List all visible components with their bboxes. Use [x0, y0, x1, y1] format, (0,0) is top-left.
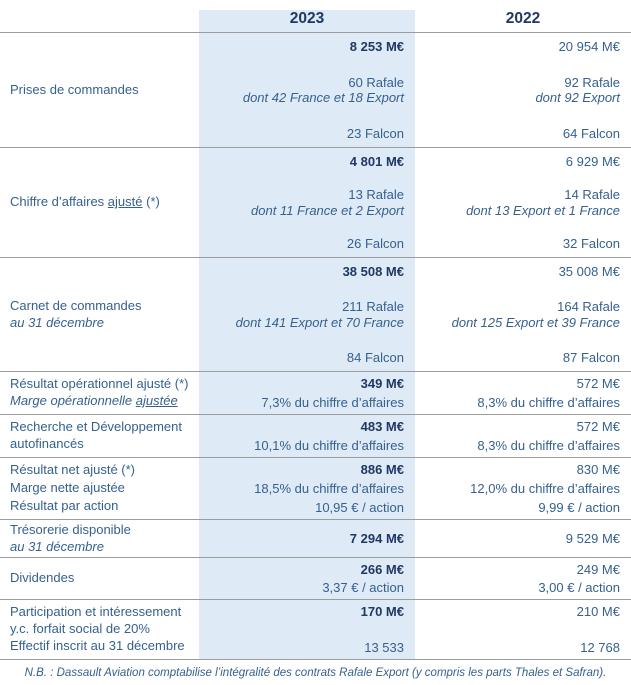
percent-2022: 8,3% du chiffre d’affaires: [477, 394, 620, 410]
cell-2023: [199, 600, 415, 659]
header-year-2022: 2022: [505, 10, 541, 27]
rafale-detail: dont 92 Export: [535, 90, 620, 105]
per-share-2022: 3,00 € / action: [538, 579, 620, 595]
cell-2023: [199, 33, 415, 147]
amount-2022: 249 M€: [576, 562, 620, 577]
row-chiffre-affaires: [0, 148, 631, 258]
row-label: [0, 600, 199, 659]
cell-2022: [415, 258, 631, 371]
row-label: [0, 520, 199, 557]
rafale-block-2023: [205, 299, 404, 330]
falcon-count: 26 Falcon: [346, 235, 404, 251]
header-year-2023: 2023: [289, 10, 325, 27]
row-recherche-developpement: [0, 415, 631, 458]
rafale-count: 14 Rafale: [564, 187, 620, 203]
row-label: [0, 148, 199, 257]
cell-2023: [199, 258, 415, 371]
cell-2023: [199, 520, 415, 557]
falcon-count: 84 Falcon: [346, 349, 404, 365]
rafale-detail: dont 11 France et 2 Export: [251, 202, 404, 218]
table-header-row: [0, 0, 631, 33]
row-prises-de-commandes: [0, 33, 631, 148]
cell-2022: [415, 415, 631, 457]
rafale-detail: dont 125 Export et 39 France: [451, 314, 620, 330]
amount-2022: 9 529 M€: [565, 530, 620, 546]
headcount-2022: 12 768: [580, 639, 620, 655]
amount-2023: 8 253 M€: [349, 39, 404, 54]
cell-2023: [199, 458, 415, 519]
cell-2023: [199, 415, 415, 457]
row-label: [0, 33, 199, 147]
cell-2022: [415, 600, 631, 659]
cell-2023: [199, 372, 415, 414]
label-text: Dividendes: [10, 570, 75, 586]
cell-2022: [415, 558, 631, 599]
percent-2022: 8,3% du chiffre d’affaires: [477, 437, 620, 453]
label-text: Prises de commandes: [10, 81, 139, 97]
label-text: Chiffre d’affaires ajusté (*): [10, 194, 160, 210]
label-line-3: Effectif inscrit au 31 décembre: [10, 638, 185, 654]
falcon-count: 23 Falcon: [346, 125, 404, 141]
rafale-count: 92 Rafale: [564, 74, 620, 90]
row-label: [0, 415, 199, 457]
amount-2023: 349 M€: [360, 376, 404, 391]
row-label: [0, 258, 199, 371]
label-line-2: au 31 décembre: [10, 538, 104, 554]
percent-2022: 12,0% du chiffre d’affaires: [470, 480, 620, 496]
amount-2022: 572 M€: [576, 419, 620, 434]
percent-2023: 7,3% du chiffre d’affaires: [261, 394, 404, 410]
label-line-2: Marge nette ajustée: [10, 480, 125, 496]
falcon-count: 87 Falcon: [562, 349, 620, 365]
amount-2023: 266 M€: [360, 562, 404, 577]
label-line-1: Trésorerie disponible: [10, 521, 131, 537]
cell-2022: [415, 148, 631, 257]
rafale-detail: dont 13 Export et 1 France: [466, 202, 620, 218]
cell-2022: [415, 458, 631, 519]
cell-2022: [415, 33, 631, 147]
per-share-2022: 9,99 € / action: [538, 499, 620, 515]
footnote: N.B. : Dassault Aviation comptabilise l’intégralité des contrats Rafale Export (y compris les parts Thales et Safran).: [24, 667, 607, 679]
rafale-count: 60 Rafale: [348, 74, 404, 90]
row-participation-effectif: [0, 600, 631, 660]
row-resultat-net: [0, 458, 631, 520]
amount-2023: 483 M€: [360, 419, 404, 434]
label-line-3: Résultat par action: [10, 498, 119, 514]
per-share-2023: 3,37 € / action: [322, 579, 404, 595]
row-dividendes: [0, 558, 631, 600]
falcon-count: 64 Falcon: [562, 125, 620, 141]
cell-2023: [199, 558, 415, 599]
label-line-1: Résultat net ajusté (*): [10, 462, 136, 477]
header-spacer: [0, 0, 199, 32]
amount-2022: 572 M€: [576, 376, 620, 391]
rafale-count: 211 Rafale: [342, 299, 404, 315]
underlined-word: ajusté: [107, 194, 143, 210]
label-line-2: au 31 décembre: [10, 314, 104, 330]
amount-2023: 4 801 M€: [349, 154, 404, 169]
row-carnet-de-commandes: [0, 258, 631, 372]
cell-2022: [415, 372, 631, 414]
rafale-count: 164 Rafale: [557, 299, 620, 315]
underlined-word: ajustée: [135, 393, 178, 408]
amount-2023: 7 294 M€: [349, 530, 404, 546]
label-line-1: Participation et intéressement: [10, 604, 182, 619]
percent-2023: 10,1% du chiffre d’affaires: [254, 437, 404, 453]
amount-2022: 6 929 M€: [565, 154, 620, 169]
rafale-detail: dont 42 France et 18 Export: [242, 90, 404, 105]
rafale-block-2022: [421, 299, 620, 330]
row-label: [0, 558, 199, 599]
label-block-participation: [10, 604, 199, 637]
amount-2022: 35 008 M€: [558, 264, 620, 279]
label-line-2: y.c. forfait social de 20%: [10, 620, 150, 636]
rafale-detail: dont 141 Export et 70 France: [235, 314, 404, 330]
row-resultat-operationnel: [0, 372, 631, 415]
label-line-1: Carnet de commandes: [10, 297, 142, 313]
label-line-1: Résultat opérationnel ajusté (*): [10, 376, 189, 392]
row-label: [0, 372, 199, 414]
rafale-count: 13 Rafale: [348, 187, 404, 203]
amount-2022: 20 954 M€: [558, 39, 620, 54]
label-line-1: Recherche et Développement: [10, 419, 182, 435]
label-line-2: Marge opérationnelle ajustée: [10, 393, 178, 408]
percent-2023: 18,5% du chiffre d’affaires: [254, 480, 404, 496]
cell-2022: [415, 520, 631, 557]
row-label: [0, 458, 199, 519]
per-share-2023: 10,95 € / action: [315, 499, 404, 515]
amount-2023: 170 M€: [360, 604, 404, 619]
falcon-count: 32 Falcon: [562, 235, 620, 251]
amount-2022: 210 M€: [576, 604, 620, 619]
label-line-2: autofinancés: [10, 436, 84, 451]
rafale-block-2023: [205, 187, 404, 218]
headcount-2023: 13 533: [364, 639, 404, 655]
amount-2023: 38 508 M€: [342, 264, 404, 279]
amount-2022: 830 M€: [576, 462, 620, 477]
amount-2023: 886 M€: [360, 462, 404, 477]
rafale-block-2022: [421, 187, 620, 218]
rafale-block-2023: [205, 75, 404, 106]
cell-2023: [199, 148, 415, 257]
rafale-block-2022: [421, 75, 620, 106]
row-tresorerie: [0, 520, 631, 558]
